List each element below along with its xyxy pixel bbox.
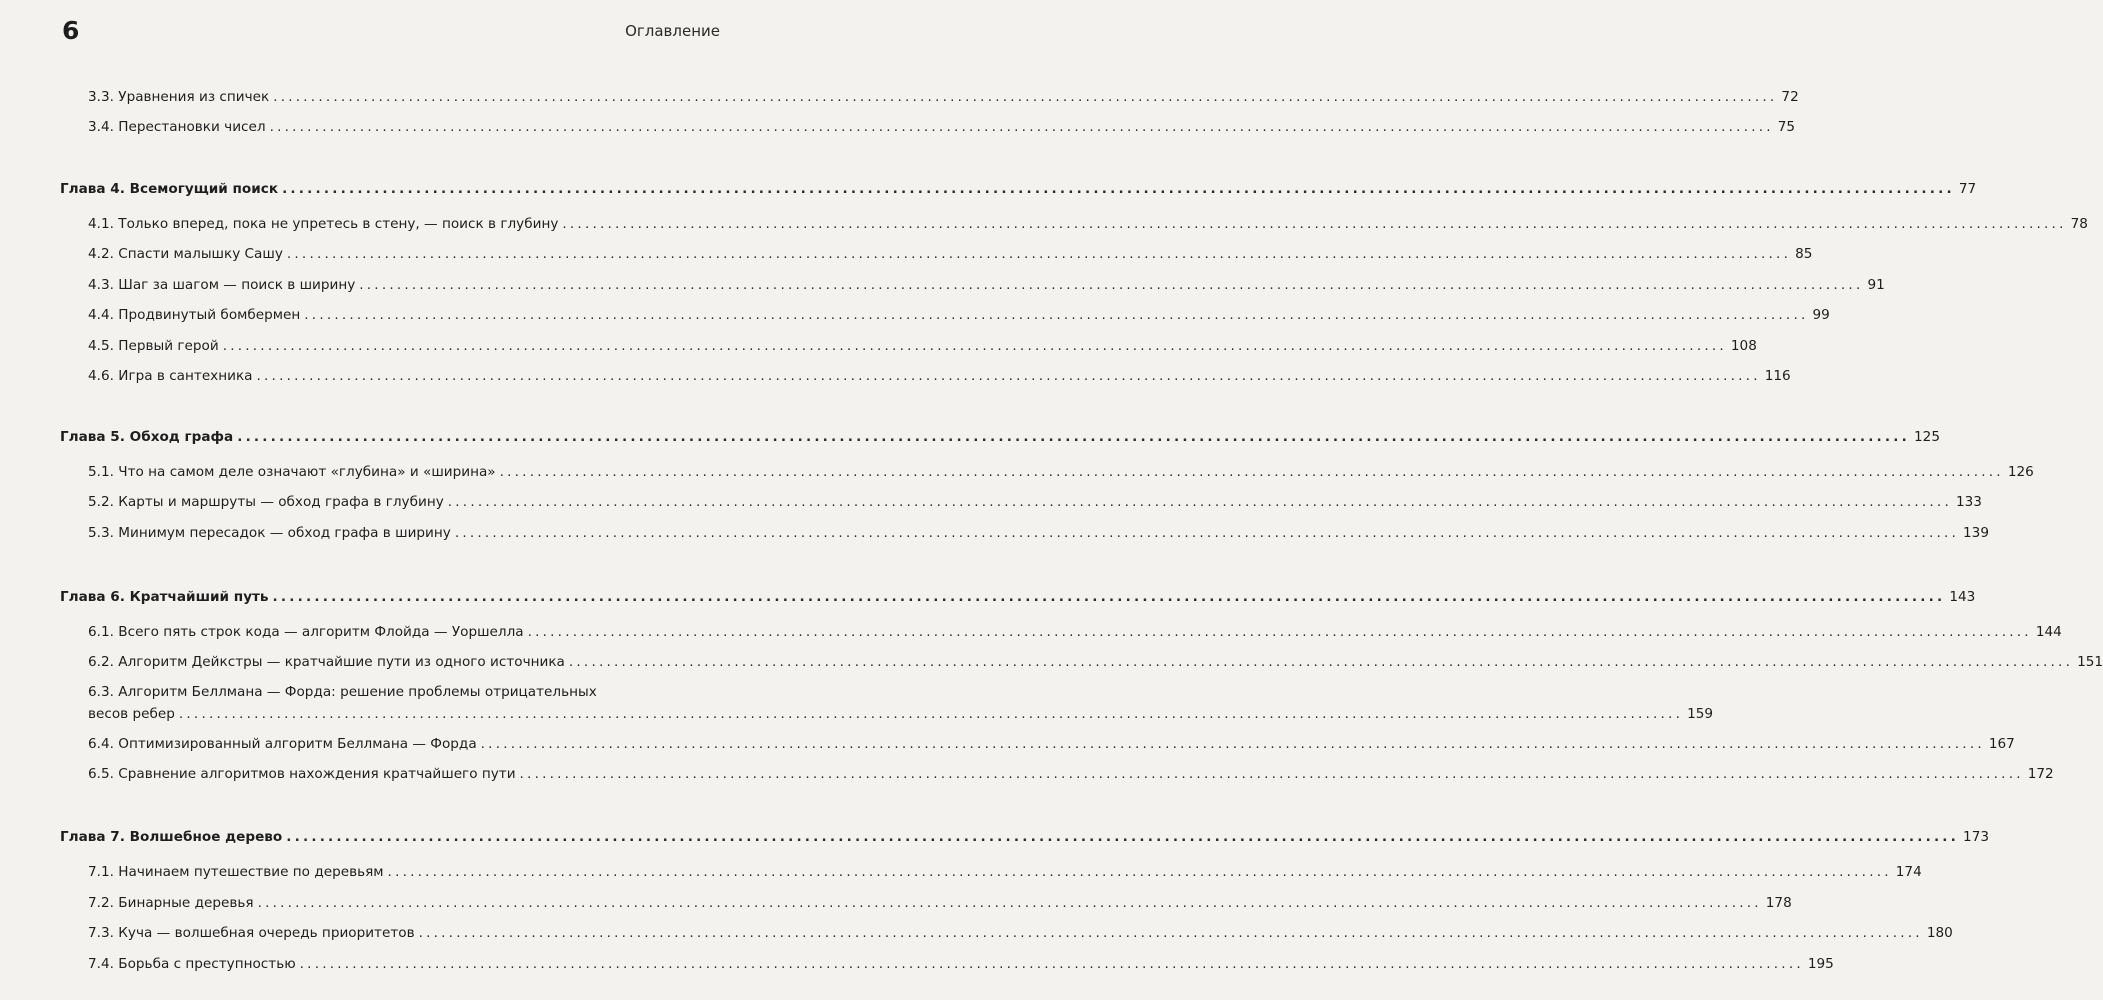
page-ref: 143 xyxy=(1949,589,1976,605)
toc-chapter-6[interactable] xyxy=(60,588,1976,607)
leader-dots: ........................................................................................................................................................................................................ xyxy=(257,895,1762,911)
section-title: Начинаем путешествие по деревьям xyxy=(118,864,384,880)
section-number: 7.3. xyxy=(88,925,114,941)
section-number: 4.3. xyxy=(88,277,114,293)
leader-dots: ........................................................................................................................................................................................................ xyxy=(304,307,1809,323)
section-title: Всего пять строк кода — алгоритм Флойда — Уоршелла xyxy=(118,624,524,640)
leader-dots: ........................................................................................................................................................................................................ xyxy=(273,89,1778,105)
toc-entry-4-4[interactable] xyxy=(88,306,1830,325)
leader-dots: ........................................................................................................................................................................................................ xyxy=(178,706,1684,722)
section-number: 7.4. xyxy=(88,956,114,972)
page-number: 6 xyxy=(62,16,80,45)
leader-dots: ........................................................................................................................................................................................................ xyxy=(527,624,2032,640)
section-title: Карты и маршруты — обход графа в глубину xyxy=(118,494,444,510)
section-title: Уравнения из спичек xyxy=(118,89,270,105)
section-title: Что на самом деле означают «глубина» и «ширина» xyxy=(118,464,496,480)
section-number: 6.3. xyxy=(88,684,114,700)
section-title: Бинарные деревья xyxy=(118,895,254,911)
leader-dots: ........................................................................................................................................................................................................ xyxy=(480,736,1985,752)
leader-dots: ........................................................................................................................................................................................................ xyxy=(222,338,1727,354)
chapter-title: Глава 5. Обход графа xyxy=(60,429,234,445)
section-title: Оптимизированный алгоритм Беллмана — Форда xyxy=(118,736,477,752)
section-number: 5.3. xyxy=(88,525,114,541)
section-title: Борьба с преступностью xyxy=(118,956,296,972)
chapter-title: Глава 7. Волшебное дерево xyxy=(60,829,283,845)
page-ref: 144 xyxy=(2035,624,2062,640)
section-number: 4.4. xyxy=(88,307,114,323)
section-title: Куча — волшебная очередь приоритетов xyxy=(118,925,415,941)
toc-entry-7-2[interactable] xyxy=(88,894,1792,913)
toc-entry-6-4[interactable] xyxy=(88,735,2015,754)
page-ref: 151 xyxy=(2077,654,2103,670)
section-number: 6.1. xyxy=(88,624,114,640)
section-title: Игра в сантехника xyxy=(118,368,253,384)
leader-dots: ........................................................................................................................................................................................................ xyxy=(499,464,2004,480)
leader-dots: ........................................................................................................................................................................................................ xyxy=(387,864,1892,880)
page-ref: 178 xyxy=(1765,895,1792,911)
leader-dots: ........................................................................................................................................................................................................ xyxy=(562,216,2067,232)
section-number: 6.5. xyxy=(88,766,114,782)
leader-dots: ........................................................................................................................................................................................................ xyxy=(568,654,2074,670)
section-title: Сравнение алгоритмов нахождения кратчайшего пути xyxy=(118,766,516,782)
leader-dots: ........................................................................................................................................................................................................ xyxy=(286,829,1960,845)
toc-entry-5-2[interactable] xyxy=(88,493,1982,512)
leader-dots: ........................................................................................................................................................................................................ xyxy=(454,525,1960,541)
section-title: Первый герой xyxy=(118,338,219,354)
toc-entry-7-3[interactable] xyxy=(88,924,1953,943)
toc-entry-6-2[interactable] xyxy=(88,653,2103,672)
page-ref: 173 xyxy=(1963,829,1989,845)
toc-entry-3-3[interactable] xyxy=(88,88,1799,107)
section-number: 5.2. xyxy=(88,494,114,510)
page-ref: 139 xyxy=(1963,525,1989,541)
page-ref: 116 xyxy=(1764,368,1791,384)
page-ref: 91 xyxy=(1867,277,1885,293)
leader-dots: ........................................................................................................................................................................................................ xyxy=(282,181,1955,197)
chapter-title: Глава 4. Всемогущий поиск xyxy=(60,181,279,197)
section-number: 7.2. xyxy=(88,895,114,911)
leader-dots: ........................................................................................................................................................................................................ xyxy=(269,119,1774,135)
page-ref: 108 xyxy=(1730,338,1757,354)
toc-chapter-7[interactable] xyxy=(60,828,1989,847)
page-ref: 172 xyxy=(2027,766,2054,782)
leader-dots: ........................................................................................................................................................................................................ xyxy=(299,956,1804,972)
leader-dots: ........................................................................................................................................................................................................ xyxy=(359,277,1864,293)
page-ref: 159 xyxy=(1687,706,1714,722)
section-number: 7.1. xyxy=(88,864,114,880)
section-number: 4.6. xyxy=(88,368,114,384)
section-title: Алгоритм Беллмана — Форда: решение проблемы отрицательных xyxy=(118,684,597,700)
toc-entry-3-4[interactable] xyxy=(88,118,1796,137)
section-number: 4.1. xyxy=(88,216,114,232)
toc-entry-7-4[interactable] xyxy=(88,955,1834,974)
section-title: Продвинутый бомбермен xyxy=(118,307,301,323)
page-ref: 180 xyxy=(1926,925,1953,941)
section-number: 6.4. xyxy=(88,736,114,752)
page-ref: 99 xyxy=(1812,307,1830,323)
leader-dots: ........................................................................................................................................................................................................ xyxy=(447,494,1952,510)
page-ref: 126 xyxy=(2007,464,2034,480)
leader-dots: ........................................................................................................................................................................................................ xyxy=(256,368,1761,384)
toc-entry-4-6[interactable] xyxy=(88,367,1791,386)
section-number: 4.5. xyxy=(88,338,114,354)
page-ref: 78 xyxy=(2070,216,2088,232)
page-ref: 195 xyxy=(1807,956,1834,972)
chapter-title: Глава 6. Кратчайший путь xyxy=(60,589,269,605)
section-title: Только вперед, пока не упретесь в стену, — поиск в глубину xyxy=(118,216,559,232)
leader-dots: ........................................................................................................................................................................................................ xyxy=(418,925,1923,941)
running-head: Оглавление xyxy=(625,22,720,40)
toc-entry-6-1[interactable] xyxy=(88,623,2062,642)
section-title: Алгоритм Дейкстры — кратчайшие пути из одного источника xyxy=(118,654,565,670)
toc-entry-4-1[interactable] xyxy=(88,215,2088,234)
toc-entry-6-5[interactable] xyxy=(88,765,2054,784)
section-number: 3.3. xyxy=(88,89,114,105)
section-title: Минимум пересадок — обход графа в ширину xyxy=(118,525,451,541)
toc-entry-4-2[interactable] xyxy=(88,245,1813,264)
page-ref: 174 xyxy=(1895,864,1922,880)
section-number: 4.2. xyxy=(88,246,114,262)
leader-dots: ........................................................................................................................................................................................................ xyxy=(286,246,1792,262)
toc-entry-5-3[interactable] xyxy=(88,524,1989,543)
section-number: 5.1. xyxy=(88,464,114,480)
section-title: Шаг за шагом — поиск в ширину xyxy=(118,277,356,293)
page-ref: 85 xyxy=(1795,246,1813,262)
toc-chapter-5[interactable] xyxy=(60,428,1940,447)
section-number: 6.2. xyxy=(88,654,114,670)
toc-entry-7-1[interactable] xyxy=(88,863,1922,882)
page-ref: 133 xyxy=(1955,494,1982,510)
section-title: Спасти малышку Сашу xyxy=(118,246,283,262)
section-title-continued: весов ребер xyxy=(88,706,175,722)
toc-chapter-4[interactable] xyxy=(60,180,1977,199)
toc-entry-6-3[interactable] xyxy=(88,683,1714,724)
section-number: 3.4. xyxy=(88,119,114,135)
toc-entry-5-1[interactable] xyxy=(88,463,2034,482)
page-ref: 75 xyxy=(1777,119,1796,135)
section-title: Перестановки чисел xyxy=(118,119,266,135)
page-ref: 167 xyxy=(1988,736,2015,752)
toc-entry-4-3[interactable] xyxy=(88,276,1885,295)
leader-dots: ........................................................................................................................................................................................................ xyxy=(272,589,1946,605)
page-ref: 125 xyxy=(1914,429,1940,445)
toc-entry-4-5[interactable] xyxy=(88,337,1757,356)
leader-dots: ........................................................................................................................................................................................................ xyxy=(519,766,2024,782)
page-ref: 72 xyxy=(1781,89,1799,105)
page-ref: 77 xyxy=(1958,181,1977,197)
leader-dots: ........................................................................................................................................................................................................ xyxy=(237,429,1911,445)
